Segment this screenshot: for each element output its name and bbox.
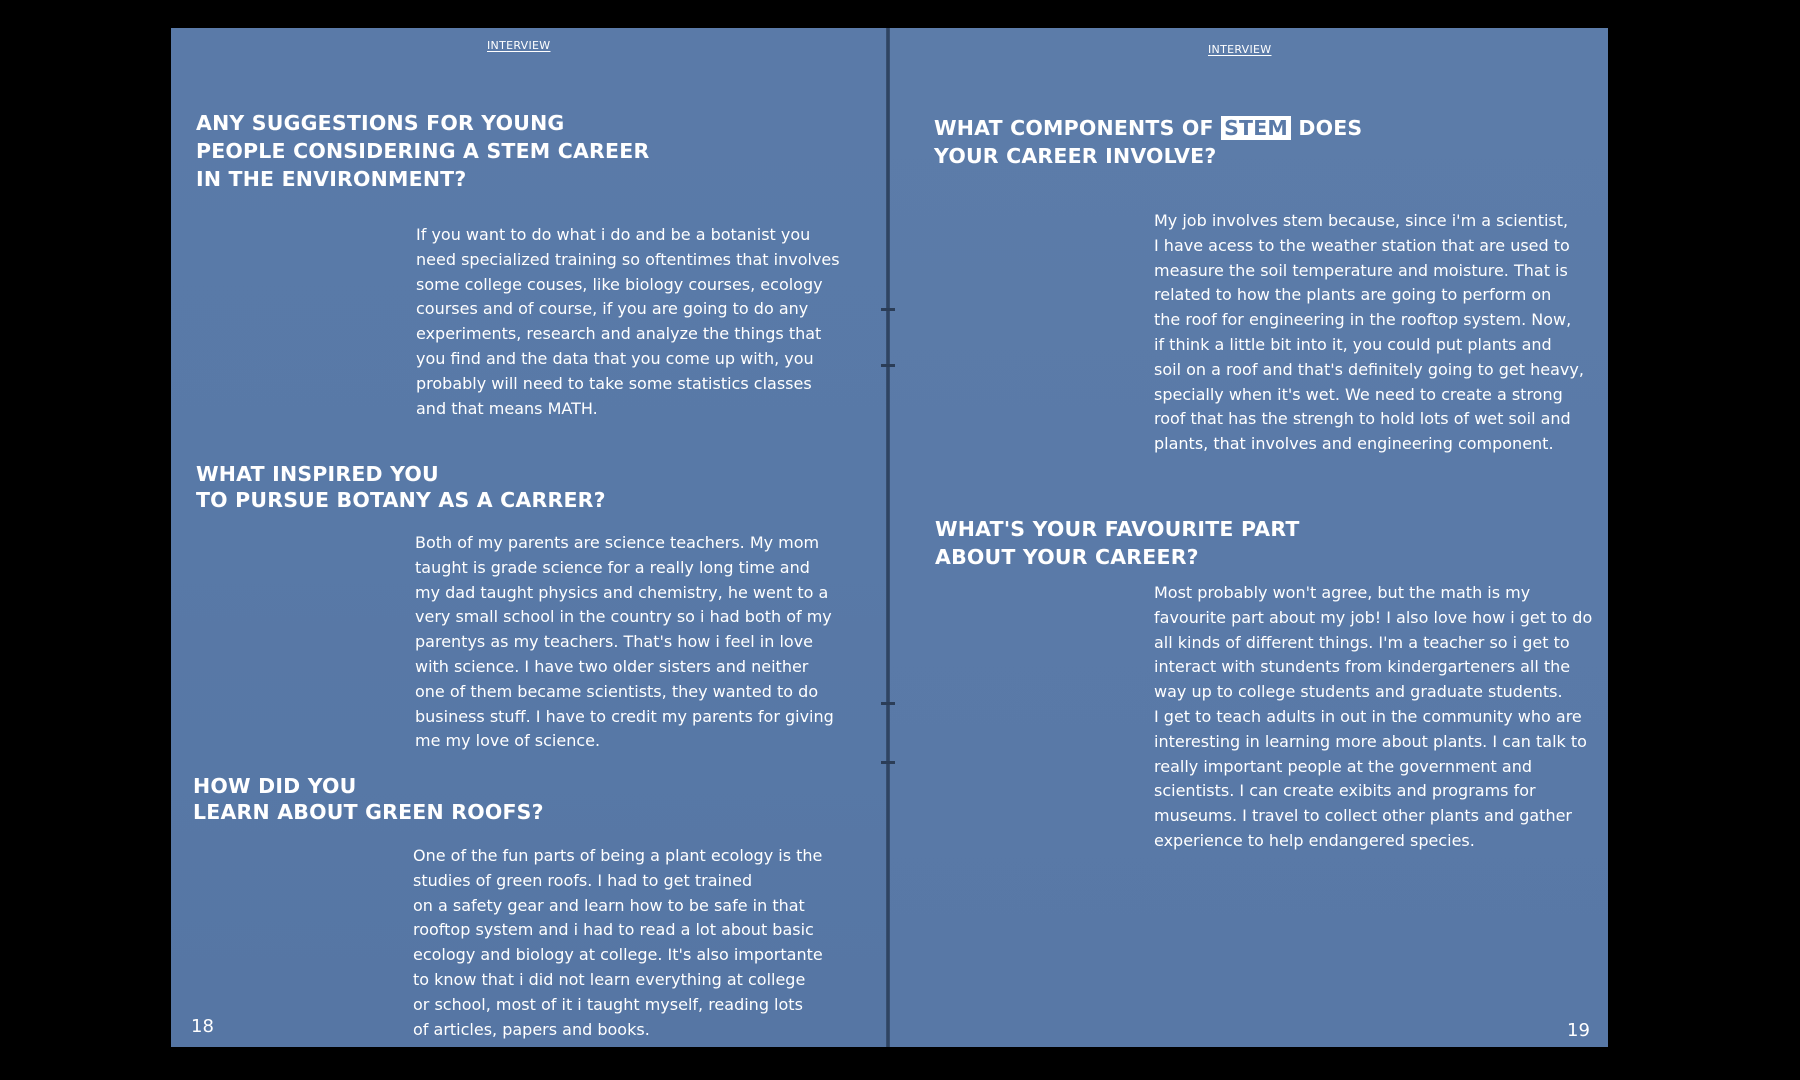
page-number-right: 19 xyxy=(1567,1020,1590,1041)
question-botany-inspiration: WHAT INSPIRED YOU TO PURSUE BOTANY AS A CARRER? xyxy=(196,462,606,512)
question-stem-suggestions: ANY SUGGESTIONS FOR YOUNG PEOPLE CONSIDERING A STEM CAREER IN THE ENVIRONMENT? xyxy=(196,111,650,191)
binding-stitch xyxy=(881,364,895,367)
answer-stem-components: My job involves stem because, since i'm a scientist, I have acess to the weather station that are used to measure the soil temperature and moisture. That is related to how the plants are going to perform on the roof for engineering in the rooftop system. Now, if think a little bit into it, you could put plants and soil on a roof and that's definitely going to get heavy, specially when it's wet. We need to create a strong roof that has the strengh to hold lots of wet soil and plants, that involves and engineering component. xyxy=(1154,211,1584,454)
question-stem-components: WHAT COMPONENTS OF STEM DOES YOUR CAREER INVOLVE? xyxy=(934,116,1363,168)
running-head-left: INTERVIEW xyxy=(487,39,551,52)
question-favourite-part: WHAT'S YOUR FAVOURITE PART ABOUT YOUR CAREER? xyxy=(935,517,1300,569)
question-green-roofs: HOW DID YOU LEARN ABOUT GREEN ROOFS? xyxy=(193,774,544,824)
answer-botany-inspiration: Both of my parents are science teachers. My mom taught is grade science for a really long time and my dad taught physics and chemistry, he went to a very small school in the country so i had both of my parentys as my teachers. That's how i feel in love with science. I have two older sisters and neither one of them became scientists, they wanted to do business stuff. I have to credit my parents for giving me my love of science. xyxy=(415,533,834,751)
magazine-spread xyxy=(171,28,1608,1047)
stem-highlight: STEM xyxy=(1221,116,1291,140)
page-number-left: 18 xyxy=(191,1016,214,1037)
right-page xyxy=(888,28,1608,1047)
left-page xyxy=(171,28,888,1047)
answer-favourite-part: Most probably won't agree, but the math is my favourite part about my job! I also love how i get to do all kinds of different things. I'm a teacher so i get to interact with stundents from kindergarteners all the way up to college students and graduate students. I get to teach adults in out in the community who are interesting in learning more about plants. I can talk to really important people at the government and scientists. I can create exibits and programs for museums. I travel to collect other plants and gather experience to help endangered species. xyxy=(1154,583,1593,850)
running-head-right: INTERVIEW xyxy=(1208,43,1272,56)
binding-stitch xyxy=(881,761,895,764)
answer-stem-suggestions: If you want to do what i do and be a botanist you need specialized training so oftentimes that involves some college couses, like biology courses, ecology courses and of course, if you are going to do any experiments, research and analyze the things that you find and the data that you come up with, you probably will need to take some statistics classes and that means MATH. xyxy=(416,225,840,418)
binding-stitch xyxy=(881,702,895,705)
book-gutter xyxy=(886,28,890,1047)
binding-stitch xyxy=(881,308,895,311)
answer-green-roofs: One of the fun parts of being a plant ecology is the studies of green roofs. I had to get trained on a safety gear and learn how to be safe in that rooftop system and i had to read a lot about basic ecology and biology at college. It's also importante to know that i did not learn everything at college or school, most of it i taught myself, reading lots of articles, papers and books. xyxy=(413,846,823,1039)
